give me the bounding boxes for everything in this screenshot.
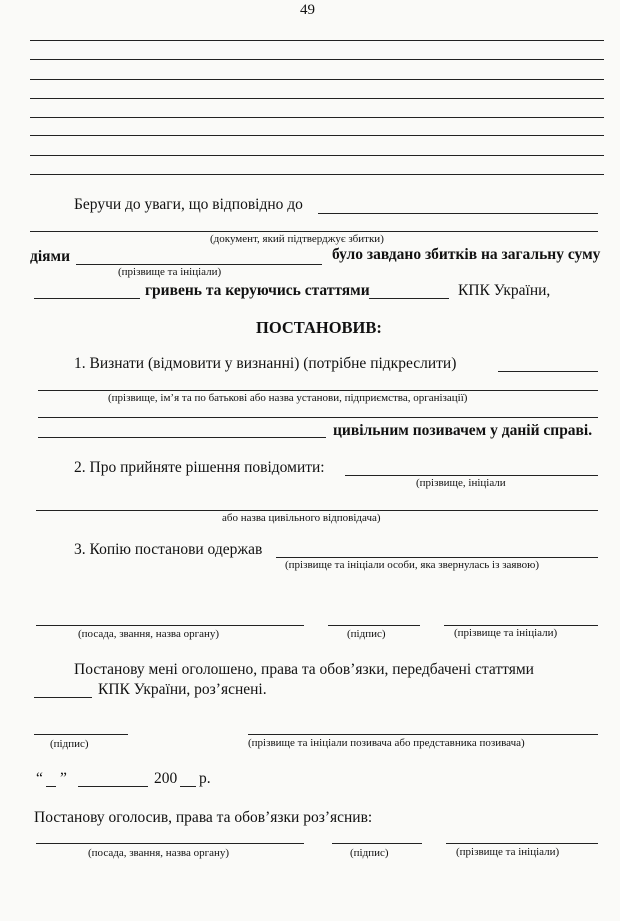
initials-caption: (прізвище та ініціали) [454,627,558,639]
item1-field-line-4 [38,437,326,438]
articles-field-line [369,298,449,299]
item1-field-line [498,371,598,372]
initials-line [444,625,598,626]
amount-field-line [34,298,140,299]
officer-position-line [36,843,304,844]
blank-line [30,135,604,136]
kpk-text: КПК України, [458,282,551,299]
date-year-line [180,786,196,787]
item3-field-line [276,557,598,558]
signature-line [328,625,420,626]
blank-line [30,155,604,156]
item3-text: 3. Копію постанови одержав [74,541,263,558]
civil-plaintiff-text: цивільним позивачем у даній справі. [333,422,593,439]
date-year: 200 [154,770,178,787]
item3-caption: (прізвище та ініціали особи, яка звернулась із заявою) [285,559,539,571]
blank-line [30,98,604,99]
date-day-line [46,786,56,787]
signature-caption: (підпис) [347,628,386,640]
document-field-line [318,213,598,214]
item1-text: 1. Визнати (відмовити у визнанні) (потрібне підкреслити) [74,355,457,372]
document-caption: (документ, який підтверджує збитки) [210,233,384,245]
plaintiff-signature-line [34,734,128,735]
damage-text: було завдано збитків на загальну суму [332,246,601,263]
date-quote-close: ” [60,770,67,787]
deeds-text: діями [30,248,71,265]
plaintiff-caption: (прізвище та ініціали позивача або представника позивача) [248,737,525,749]
surname-caption: (прізвище та ініціали) [118,266,222,278]
item2-caption-2: або назва цивільного відповідача) [222,512,381,524]
item1-caption: (прізвище, ім’я та по батькові або назва установи, підприємства, організації) [108,392,468,404]
officer-signature-line [332,843,422,844]
plaintiff-initials-line [248,734,598,735]
blank-line [30,79,604,80]
announced-line-2: КПК України, роз’яснені. [98,681,267,698]
date-suffix: р. [199,770,211,787]
document-field-line-2 [30,231,598,232]
resolved-heading: ПОСТАНОВИВ: [256,318,382,337]
item1-field-line-2 [38,390,598,391]
item1-field-line-3 [38,417,598,418]
announced-line-1: Постанову мені оголошено, права та обов’язки, передбачені статтями [74,661,534,678]
officer-initials-line [446,843,598,844]
officer-position-caption: (посада, звання, назва органу) [88,847,230,859]
officer-signature-caption: (підпис) [350,847,389,859]
page-number: 49 [300,2,315,18]
blank-line [30,174,604,175]
blank-line [30,59,604,60]
date-quote-open: “ [36,770,43,787]
blank-line [30,117,604,118]
plaintiff-signature-caption: (підпис) [50,738,89,750]
item2-field-line [345,475,598,476]
officer-initials-caption: (прізвище та ініціали) [456,846,560,858]
position-caption: (посада, звання, назва органу) [78,628,220,640]
announced-by-text: Постанову оголосив, права та обов’язки роз’яснив: [34,809,373,826]
item2-text: 2. Про прийняте рішення повідомити: [74,459,325,476]
item2-caption-1: (прізвище, ініціали [416,477,506,489]
blank-line [30,40,604,41]
hryvnia-text: гривень та керуючись статтями [145,282,370,299]
position-line [36,625,304,626]
date-month-line [78,786,148,787]
consider-text: Беручи до уваги, що відповідно до [74,196,303,213]
deeds-field-line [76,264,322,265]
item2-field-line-2 [36,510,598,511]
announced-articles-line [34,697,92,698]
